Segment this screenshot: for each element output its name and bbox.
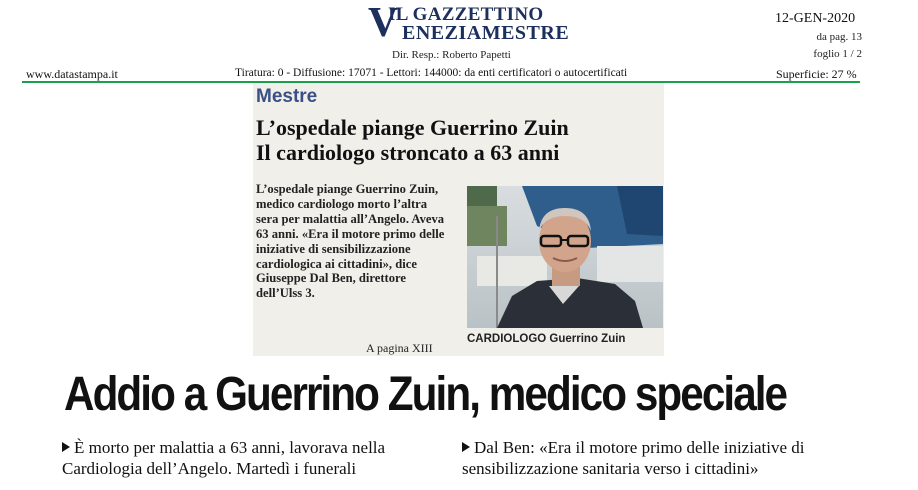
newspaper-logo-title: IL GAZZETTINO — [388, 4, 544, 25]
photo-caption: CARDIOLOGO Guerrino Zuin — [467, 333, 626, 345]
triangle-bullet-icon — [62, 442, 70, 452]
newspaper-logo-edition: ENEZIAMESTRE — [402, 22, 570, 44]
subheadline-left-text: È morto per malattia a 63 anni, lavorava nella Cardiologia dell’Angelo. Martedì i funerali — [62, 438, 386, 478]
triangle-bullet-icon — [462, 442, 470, 452]
clip-summary: L’ospedale piange Guerrino Zuin, medico cardiologo morto l’altra sera per malattia all’Angelo. Aveva 63 anni. «Era il motore primo delle iniziative di sensibilizzazione cardiologica ai cittadini», dice Giuseppe Dal Ben, direttore dell’Ulss 3. — [256, 182, 445, 301]
subheadline-right — [462, 437, 862, 479]
logo-initial: V — [368, 0, 399, 46]
main-headline: Addio a Guerrino Zuin, medico speciale — [64, 368, 787, 421]
subheadline-left — [62, 437, 457, 479]
clip-headline-line2: Il cardiologo stroncato a 63 anni — [256, 140, 560, 165]
website-link[interactable]: www.datastampa.it — [26, 67, 118, 81]
issue-date: 12-GEN-2020 — [775, 11, 856, 26]
sheet-number: foglio 1 / 2 — [813, 48, 862, 60]
section-label: Mestre — [256, 86, 318, 107]
clip-page-reference: A pagina XIII — [366, 341, 433, 355]
director-line: Dir. Resp.: Roberto Papetti — [392, 49, 511, 61]
circulation-info: Tiratura: 0 - Diffusione: 17071 - Lettori: 144000: da enti certificatori o autocertificati — [235, 67, 628, 79]
clip-headline-line1: L’ospedale piange Guerrino Zuin — [256, 115, 569, 140]
surface-percentage: Superficie: 27 % — [776, 67, 857, 81]
portrait-photo — [467, 186, 663, 328]
page-reference: da pag. 13 — [816, 31, 862, 43]
subheadline-right-text: Dal Ben: «Era il motore primo delle iniziative di sensibilizzazione sanitaria verso i cittadini» — [462, 438, 805, 478]
